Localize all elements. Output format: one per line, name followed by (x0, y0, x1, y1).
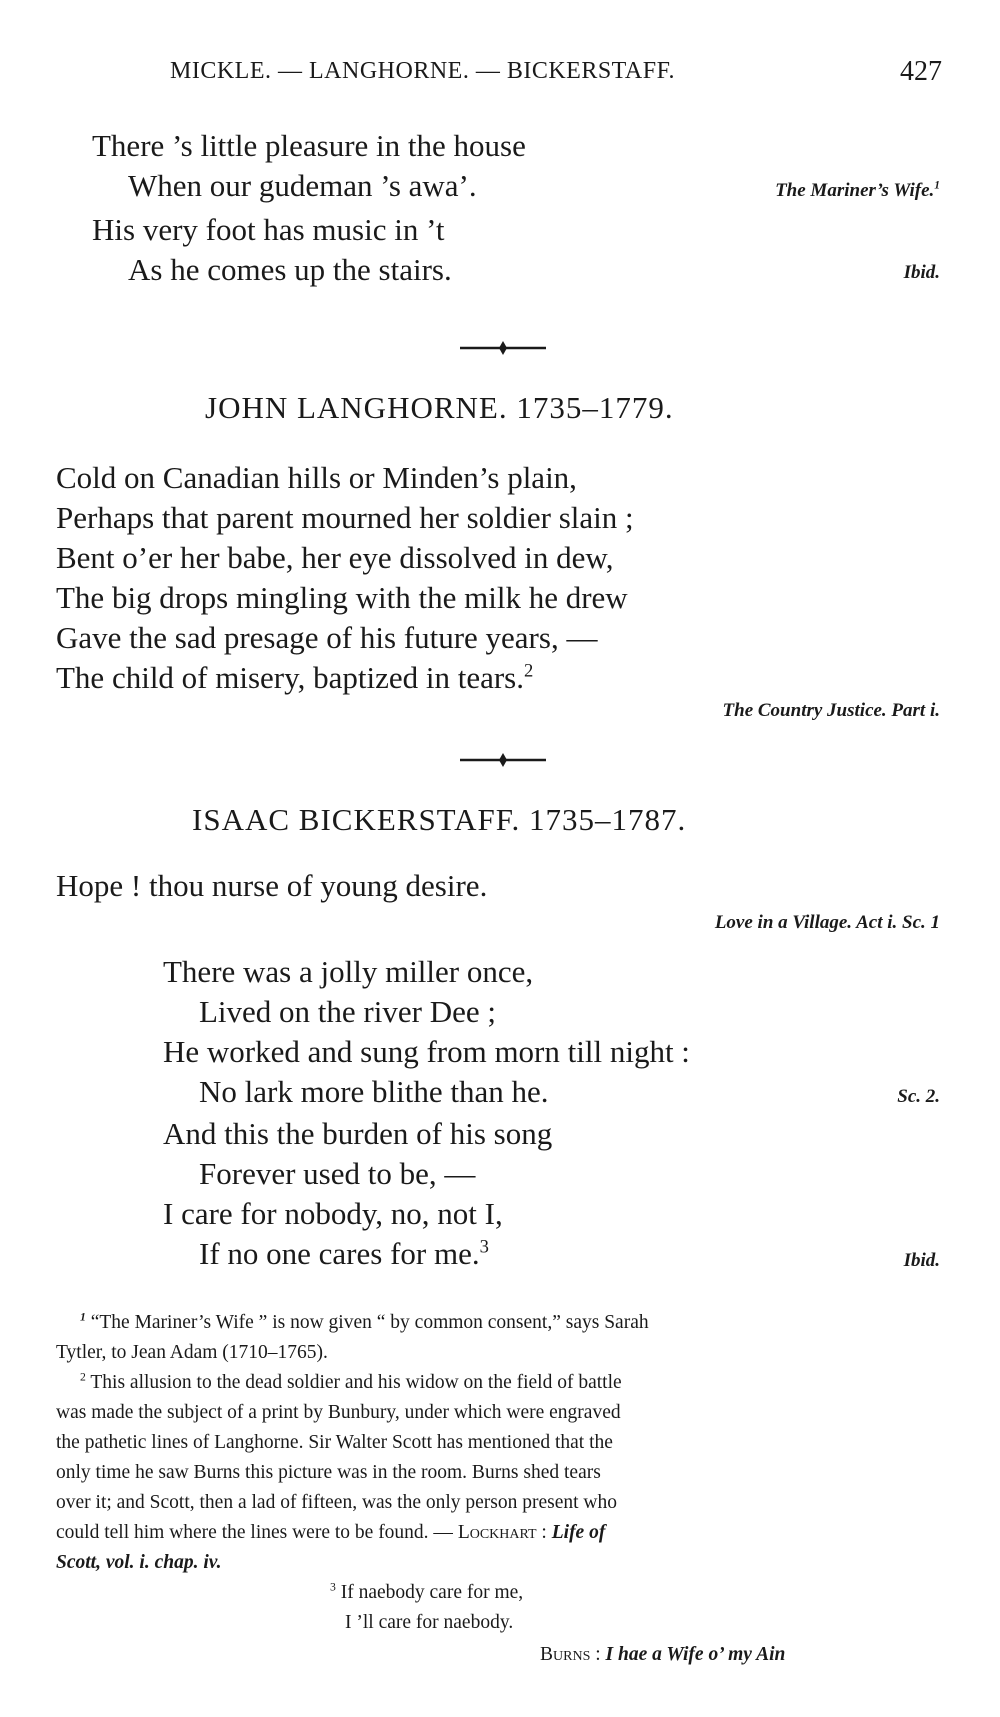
verse-line: And this the burden of his song (163, 1116, 553, 1151)
verse-text: The child of misery, baptized in tears. (56, 660, 524, 695)
section-ornament (458, 753, 548, 767)
section-heading: JOHN LANGHORNE. 1735–1779. (205, 390, 674, 425)
footnote-text: over it; and Scott, then a lad of fifteen, was the only person present who (56, 1492, 618, 1513)
attribution: Sc. 2. (897, 1086, 940, 1107)
verse-line: No lark more blithe than he. (199, 1074, 549, 1109)
attribution (775, 180, 940, 202)
page-number: 427 (900, 56, 942, 87)
footnote-1 (80, 1308, 649, 1338)
verse-text: If no one cares for me. (199, 1236, 480, 1271)
section-heading: ISAAC BICKERSTAFF. 1735–1787. (192, 802, 687, 837)
attribution: The Country Justice. Part i. (722, 700, 940, 721)
verse-line: Cold on Canadian hills or Minden’s plain, (56, 460, 577, 495)
footnote-ref: 1 (934, 179, 940, 192)
attribution: Ibid. (903, 1250, 940, 1271)
verse-line: The big drops mingling with the milk he drew (56, 580, 628, 615)
footnote-marker: 3 (330, 1580, 336, 1594)
attribution-text: The Mariner’s Wife. (775, 180, 935, 201)
footnote-line (56, 1518, 605, 1548)
footnote-author: Lockhart : (457, 1522, 547, 1543)
verse-line: His very foot has music in ’t (92, 212, 445, 247)
footnote-text: If naebody care for me, (335, 1582, 524, 1603)
verse-line: I care for nobody, no, not I, (163, 1196, 503, 1231)
footnote-work: Scott, vol. i. chap. iv. (56, 1552, 222, 1573)
footnote-text: could tell him where the lines were to be found. — (56, 1522, 458, 1543)
footnote-text: This allusion to the dead soldier and his widow on the field of battle (85, 1372, 622, 1393)
verse-line: Hope ! thou nurse of young desire. (56, 868, 488, 903)
footnote-text: “The Mariner’s Wife ” is now given “ by common consent,” says Sarah (85, 1312, 649, 1333)
verse-line: Forever used to be, — (199, 1156, 476, 1191)
footnote-work: I hae a Wife o’ my Ain (605, 1644, 786, 1665)
footnote-marker: 2 (80, 1370, 86, 1384)
footnote-author: Burns : (540, 1644, 601, 1665)
footnote-marker: 1 (80, 1310, 86, 1324)
footnote-text: I ’ll care for naebody. (345, 1612, 514, 1633)
verse-line: Lived on the river Dee ; (199, 994, 496, 1029)
verse-line: Bent o’er her babe, her eye dissolved in dew, (56, 540, 614, 575)
verse-line: There was a jolly miller once, (163, 954, 534, 989)
footnote-ref: 3 (479, 1236, 489, 1258)
footnote-text: was made the subject of a print by Bunbury, under which were engraved (56, 1402, 621, 1423)
running-header: MICKLE. — LANGHORNE. — BICKERSTAFF. (170, 58, 676, 84)
attribution: Love in a Village. Act i. Sc. 1 (714, 912, 940, 933)
footnote-text: Tytler, to Jean Adam (1710–1765). (56, 1342, 328, 1363)
verse-line: Perhaps that parent mourned her soldier slain ; (56, 500, 634, 535)
footnote-attribution (540, 1640, 785, 1670)
section-ornament (458, 341, 548, 355)
verse-line: When our gudeman ’s awa’. (128, 168, 477, 203)
attribution: Ibid. (903, 262, 940, 283)
verse-line: There ’s little pleasure in the house (92, 128, 526, 163)
verse-line (199, 1234, 489, 1274)
verse-line: As he comes up the stairs. (128, 252, 452, 287)
verse-line: He worked and sung from morn till night : (163, 1034, 690, 1069)
footnote-text: only time he saw Burns this picture was in the room. Burns shed tears (56, 1462, 601, 1483)
footnote-text: the pathetic lines of Langhorne. Sir Walter Scott has mentioned that the (56, 1432, 613, 1453)
footnote-3 (330, 1578, 523, 1608)
footnote-ref: 2 (524, 660, 534, 682)
footnote-2 (80, 1368, 622, 1398)
verse-line: Gave the sad presage of his future years, — (56, 620, 598, 655)
verse-line (56, 658, 533, 698)
footnote-work: Life of (551, 1522, 606, 1543)
